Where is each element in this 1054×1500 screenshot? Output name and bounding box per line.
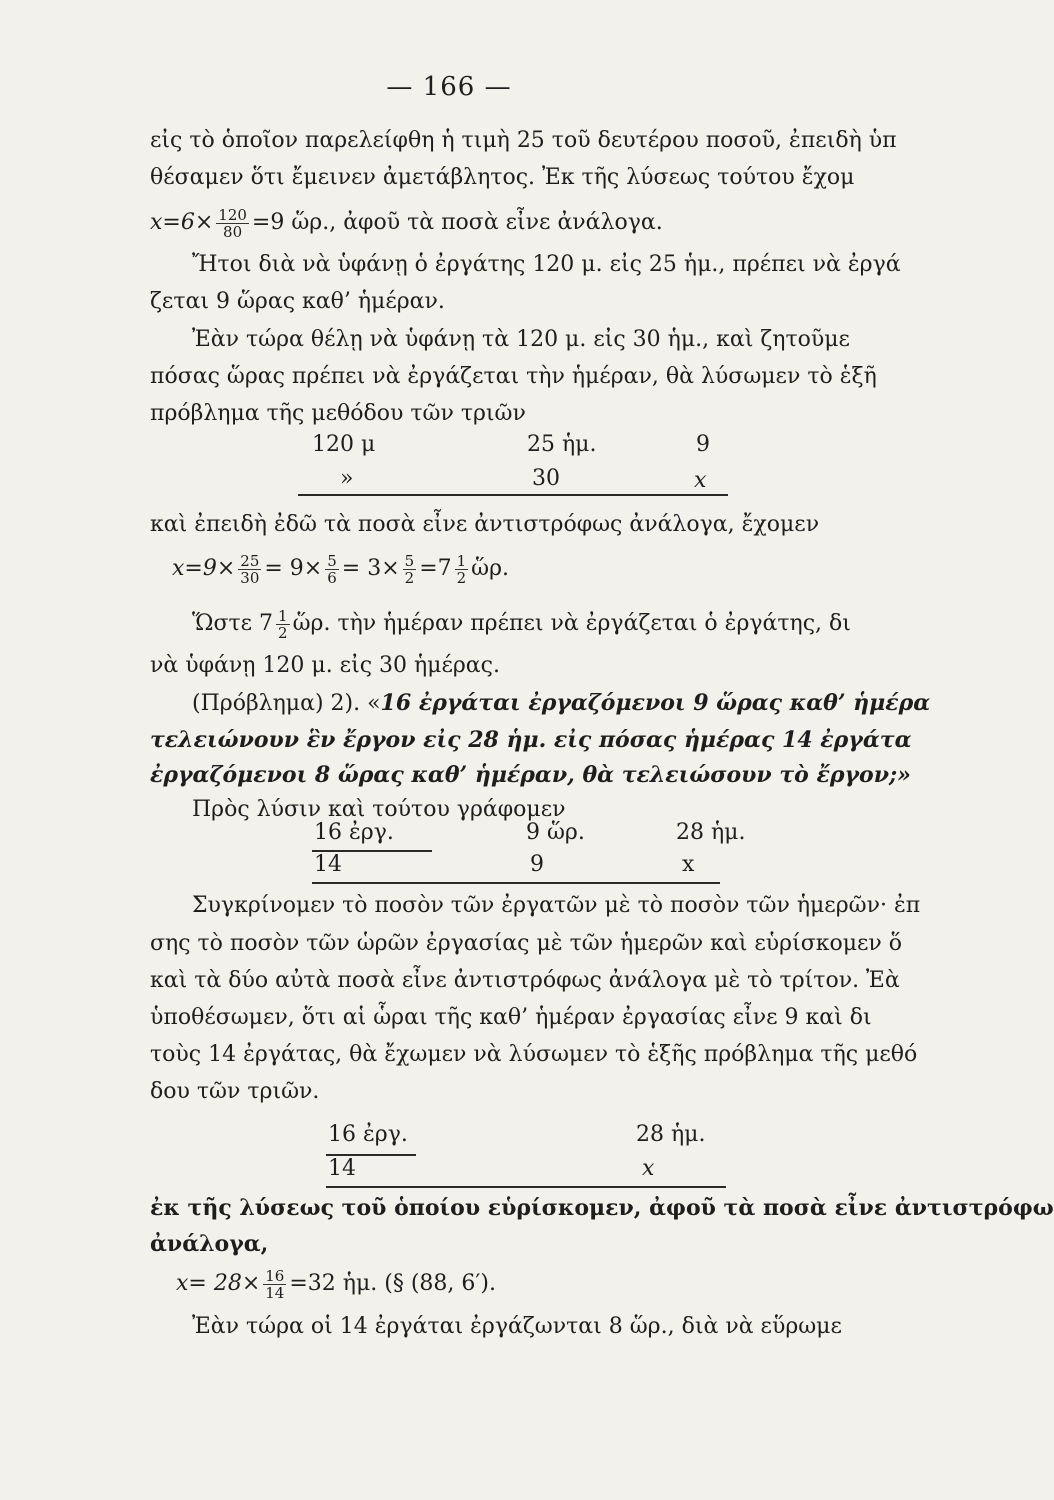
- text-line: Ἐὰν τώρα θέλῃ νὰ ὑφάνῃ τὰ 120 μ. εἰς 30 ἡμ., καὶ ζητοῦμε: [192, 327, 850, 352]
- t2-cell: 28 ἡμ.: [676, 820, 746, 845]
- text-line: ζεται 9 ὥρας καθ’ ἡμέραν.: [150, 289, 445, 314]
- text-line-result: Ὥστε 7 $\frac{1}{2}$ ὥρ. τὴν ἡμέραν πρέπει νὰ ἐργάζεται ὁ ἐργάτης, δι: [192, 606, 851, 642]
- text-line: Συγκρίνομεν τὸ ποσὸν τῶν ἐργατῶν μὲ τὸ ποσὸν τῶν ἡμερῶν· ἐπ: [192, 893, 921, 918]
- equation-1: [150, 198, 898, 248]
- equation-2: x=9× $\frac{25}{30}$ = 9× $\frac{5}{6}$ = 3× $\frac{5}{2}$ =7 $\frac{1}{2}$ ὥρ.: [172, 551, 510, 587]
- text-line: δου τῶν τριῶν.: [150, 1079, 320, 1104]
- eq2-fraction: $\frac{1}{2}$: [456, 551, 467, 587]
- text-line: Πρὸς λύσιν καὶ τούτου γράφομεν: [192, 797, 566, 822]
- text-line: πόσας ὥρας πρέπει νὰ ἐργάζεται τὴν ἡμέραν, θὰ λύσωμεν τὸ ἑξῆ: [150, 364, 877, 389]
- t3-cell: 16 ἐργ.: [328, 1122, 408, 1147]
- result-fraction: $\frac{1}{2}$: [278, 606, 288, 642]
- eq2-fraction: $\frac{25}{30}$: [240, 551, 260, 587]
- t2-cell: 9: [530, 852, 544, 877]
- text-line: νὰ ὑφάνῃ 120 μ. εἰς 30 ἡμέρας.: [150, 653, 500, 678]
- t1-cell: x: [694, 468, 707, 493]
- text-line: θέσαμεν ὅτι ἔμεινεν ἀμετάβλητος. Ἐκ τῆς λύσεως τούτου ἔχομ: [150, 165, 855, 190]
- text-line: ὑποθέσωμεν, ὅτι αἱ ὧραι τῆς καθ’ ἡμέραν ἐργασίας εἶνε 9 καὶ δι: [150, 1005, 872, 1030]
- page-number: — 166 —: [386, 72, 512, 102]
- t2-cell: 16 ἐργ.: [314, 820, 394, 845]
- text-line: σης τὸ ποσὸν τῶν ὡρῶν ἐργασίας μὲ τῶν ἡμερῶν καὶ εὑρίσκομεν ὅ: [150, 931, 903, 956]
- eq3-fraction: $\frac{16}{14}$: [265, 1266, 285, 1302]
- t3-cell: 14: [328, 1156, 356, 1181]
- text-line: τοὺς 14 ἐργάτας, θὰ ἔχωμεν νὰ λύσωμεν τὸ ἑξῆς πρόβλημα τῆς μεθό: [150, 1042, 918, 1067]
- t2-cell: 9 ὥρ.: [526, 820, 585, 845]
- text-line: καὶ τὰ δύο αὐτὰ ποσὰ εἶνε ἀντιστρόφως ἀνάλογα μὲ τὸ τρίτον. Ἐὰ: [150, 968, 900, 993]
- t2-cell: 14: [314, 852, 342, 877]
- table-3-rule: [326, 1186, 726, 1188]
- eq2-fraction: $\frac{5}{6}$: [327, 551, 337, 587]
- text-line: καὶ ἐπειδὴ ἐδῶ τὰ ποσὰ εἶνε ἀντιστρόφως ἀνάλογα, ἔχομεν: [150, 512, 820, 537]
- t3-cell: x: [642, 1156, 655, 1181]
- t1-cell: 30: [532, 466, 560, 491]
- table-1-rule: [298, 494, 728, 496]
- eq1-fraction: $\frac{120}{80}$: [218, 205, 247, 241]
- table-2-rule: [312, 882, 720, 884]
- problem-2-heading: (Πρόβλημα) 2). «16 ἐργάται ἐργαζόμενοι 9 ὥρας καθ’ ἡμέρα: [192, 690, 931, 716]
- t1-cell: »: [340, 466, 354, 491]
- text-line: Ἤτοι διὰ νὰ ὑφάνῃ ὁ ἐργάτης 120 μ. εἰς 25 ἡμ., πρέπει νὰ ἐργά: [192, 252, 901, 277]
- eq1-rhs: =9 ὥρ., ἀφοῦ τὰ ποσὰ εἶνε ἀνάλογα.: [251, 210, 663, 235]
- text-line: Ἐὰν τώρα οἱ 14 ἐργάται ἐργάζωνται 8 ὥρ., διὰ νὰ εὕρωμε: [192, 1314, 842, 1339]
- eq2-fraction: $\frac{5}{2}$: [404, 551, 415, 587]
- t1-cell: 9: [696, 432, 710, 457]
- text-line: πρόβλημα τῆς μεθόδου τῶν τριῶν: [150, 401, 526, 426]
- text-line: ἀνάλογα,: [150, 1231, 269, 1257]
- text-line: εἰς τὸ ὁποῖον παρελείφθη ἡ τιμὴ 25 τοῦ δευτέρου ποσοῦ, ἐπειδὴ ὑπ: [150, 128, 897, 153]
- equation-3: x= 28× $\frac{16}{14}$ =32 ἡμ. (§ (88, 6′).: [176, 1266, 496, 1302]
- t3-cell: 28 ἡμ.: [636, 1122, 706, 1147]
- t1-cell: 25 ἡμ.: [527, 432, 597, 457]
- problem-2-text: τελειώνουν ἓν ἔργον εἰς 28 ἡμ. εἰς πόσας ἡμέρας 14 ἐργάτα: [150, 727, 912, 753]
- eq1-lhs: x=6×: [150, 210, 214, 235]
- t2-cell: x: [682, 852, 695, 877]
- problem-2-text: ἐργαζόμενοι 8 ὥρας καθ’ ἡμέραν, θὰ τελειώσουν τὸ ἔργον;»: [150, 762, 911, 788]
- t1-cell: 120 μ: [312, 432, 376, 457]
- text-line: ἐκ τῆς λύσεως τοῦ ὁποίου εὑρίσκομεν, ἀφοῦ τὰ ποσὰ εἶνε ἀντιστρόφω: [150, 1195, 1054, 1221]
